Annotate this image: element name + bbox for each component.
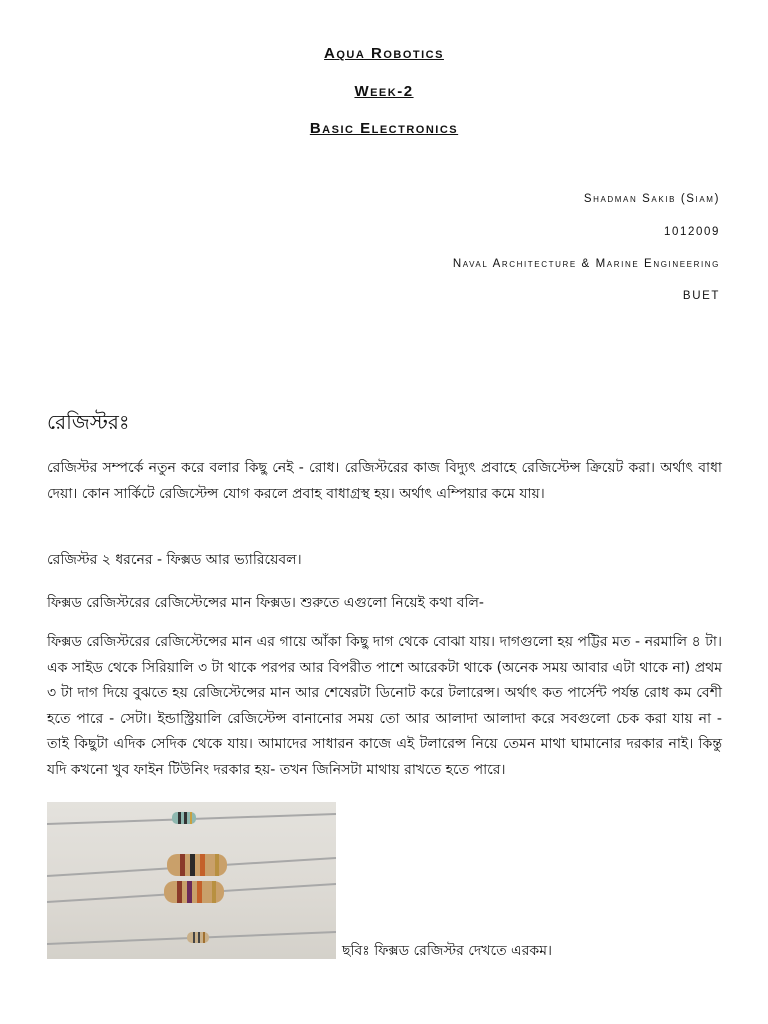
paragraph-types: রেজিস্টর ২ ধরনের - ফিক্সড আর ভ্যারিয়েবল। [47, 552, 302, 568]
paragraph-intro: রেজিস্টর সম্পর্কে নতুন করে বলার কিছু নেই - রোধ। রেজিস্টরের কাজ বিদ্যুৎ প্রবাহে রেজিস্টেন্স ক্রিয়েট করা। অর্থাৎ বাধা দেয়া। কোন সার্কিটে রেজিস্টেন্স যোগ করলে প্রবাহ বাধাগ্রস্থ হয়। অর্থাৎ এম্পিয়ার কমে যায়। [47, 460, 722, 502]
resistor-photo [47, 802, 336, 959]
figure-caption: ছবিঃ ফিক্সড রেজিস্টর দেখতে এরকম। [342, 943, 552, 959]
student-id: 1012009 [664, 226, 720, 238]
resistor-illustration [47, 802, 336, 959]
week-label: Week-2 [354, 83, 414, 100]
paragraph-color-code: ফিক্সড রেজিস্টরের রেজিস্টেন্সের মান এর গায়ে আঁকা কিছু দাগ থেকে বোঝা যায়। দাগগুলো হয় পট্টির মত - নরমালি ৪ টা। এক সাইড থেকে সিরিয়ালি ৩ টা থাকে পরপর আর বিপরীত পাশে আরেকটা থাকে (অনেক সময় আবার এটা থাকে না) প্রথম ৩ টা দাগ দিয়ে বুঝতে হয় রেজিস্টেন্সের মান আর শেষেরটা ডিনোট করে টলারেন্স। অর্থাৎ কত পার্সেন্ট পর্যন্ত রোধ কম বেশী হতে পারে - সেটা। ইন্ডাস্ট্রিয়ালি রেজিস্টেন্স বানানোর সময় তো আর আলাদা আলাদা করে সবগুলো চেক করা যায় না - তাই কিছুটা এদিক সেদিক থেকে যায়। আমাদের সাধারন কাজে এই টলারেন্স নিয়ে তেমন মাথা ঘামানোর দরকার নাই। কিন্তু যদি কখনো খুব ফাইন টিউনিং দরকার হয়- তখন জিনিসটা মাথায় রাখতে হতে পারে। [47, 634, 722, 778]
department: Naval Architecture & Marine Engineering [452, 258, 720, 270]
topic-title: Basic Electronics [309, 120, 459, 137]
paragraph-fixed: ফিক্সড রেজিস্টরের রেজিস্টেন্সের মান ফিক্সড। শুরুতে এগুলো নিয়েই কথা বলি- [47, 595, 484, 611]
doc-title: Aqua Robotics [324, 45, 444, 62]
university: BUET [682, 290, 720, 302]
author-name: Shadman Sakib (Siam) [583, 193, 720, 205]
section-heading: রেজিস্টরঃ [47, 410, 130, 434]
